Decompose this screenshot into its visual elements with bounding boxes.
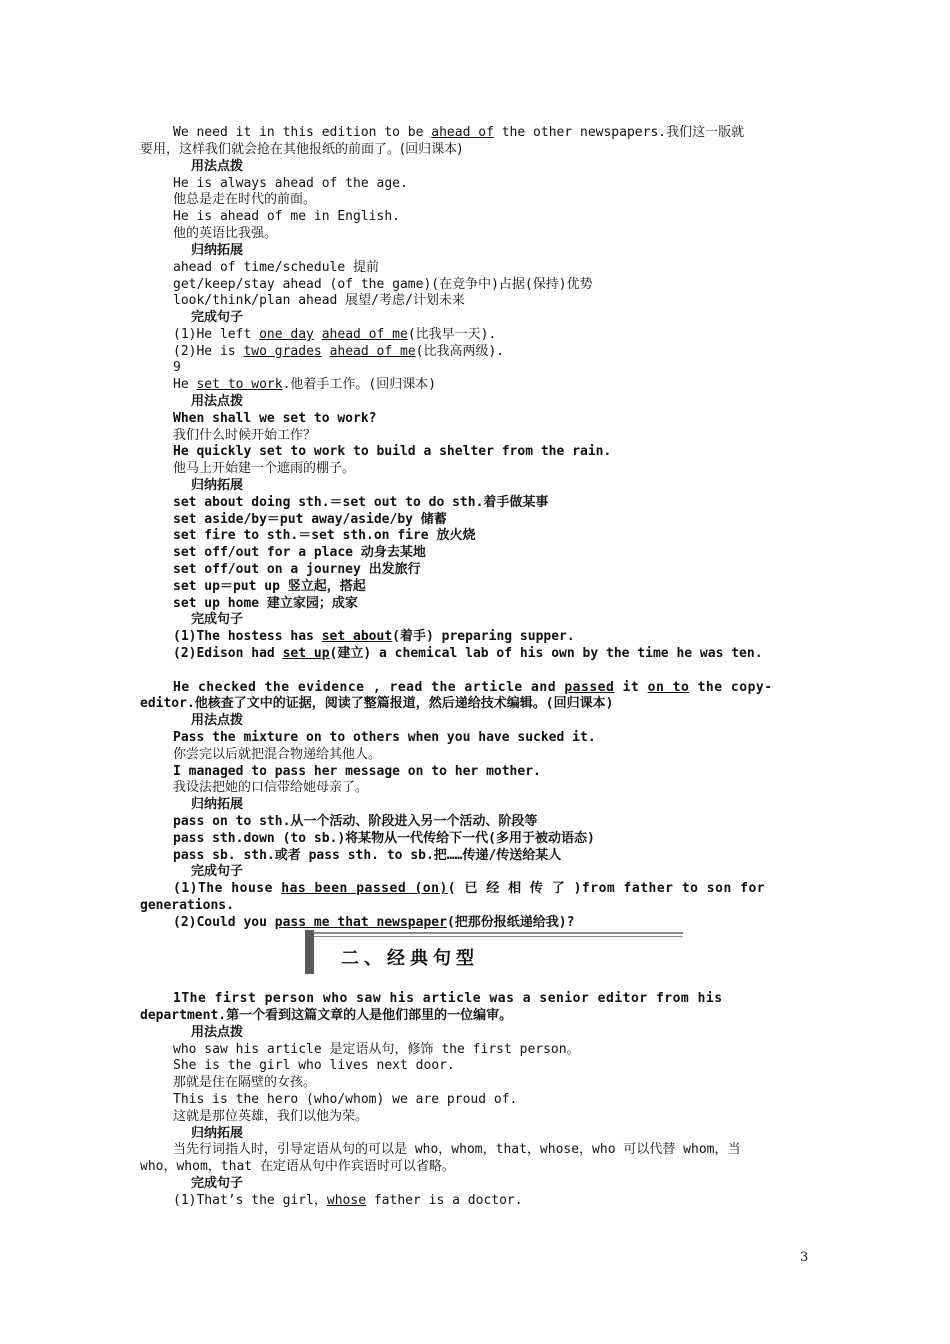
answer-blank: passed — [564, 680, 615, 695]
example-translation: 我们什么时候开始工作？ — [173, 428, 317, 443]
summary-heading: 归纳拓展 — [191, 243, 244, 258]
answer-blank: set to work — [196, 377, 283, 392]
usage-heading: 用法点拨 — [191, 1025, 244, 1040]
phrase-item: set off/out for a place 动身去某地 — [173, 545, 426, 560]
answer-blank: on to — [647, 680, 690, 695]
phrase-item: set aside/by＝put away/aside/by 储蓄 — [173, 512, 447, 527]
example-translation: 他总是走在时代的前面。 — [173, 192, 317, 207]
example-sentence: who saw his article 是定语从句，修饰 the first person。 — [173, 1042, 580, 1057]
example-sentence: I managed to pass her message on to her mother. — [173, 764, 541, 779]
usage-heading: 用法点拨 — [191, 713, 244, 728]
phrase-item: set about doing sth.＝set out to do sth.着手做某事 — [173, 495, 549, 510]
item-number: 9 — [173, 360, 181, 375]
complete-heading: 完成句子 — [191, 864, 244, 879]
text-line: 1The first person who saw his article was a senior editor from his — [173, 991, 723, 1006]
exercise-sentence: (1)He left one day ahead of me(比我早一天). — [173, 327, 497, 342]
answer-blank: ahead of me — [329, 344, 416, 359]
complete-heading: 完成句子 — [191, 612, 244, 627]
page-number: 3 — [800, 1250, 809, 1265]
phrase-item: get/keep/stay ahead (of the game)(在竞争中)占据(保持)优势 — [173, 277, 593, 292]
example-sentence: He is ahead of me in English. — [173, 209, 400, 224]
example-translation: 他马上开始建一个遮雨的棚子。 — [173, 461, 356, 476]
phrase-item: look/think/plan ahead 展望/考虑/计划未来 — [173, 293, 465, 308]
example-sentence: She is the girl who lives next door. — [173, 1058, 455, 1073]
section-header-rule — [314, 936, 683, 937]
answer-blank: two grades — [243, 344, 322, 359]
example-translation: 你尝完以后就把混合物递给其他人。 — [173, 747, 382, 762]
phrase-item: pass sb. sth.或者 pass sth. to sb.把……传递/传送给某人 — [173, 848, 562, 863]
text-line: He set to work.他着手工作。(回归课本) — [173, 377, 437, 392]
usage-heading: 用法点拨 — [191, 394, 244, 409]
complete-heading: 完成句子 — [191, 310, 244, 325]
section-title: 二、经典句型 — [341, 948, 479, 969]
section-header — [305, 930, 683, 974]
exercise-sentence: (1)The house has been passed (on)( 已 经 相 传 了 )from father to son for — [173, 881, 766, 896]
example-sentence: This is the hero (who/whom) we are proud of. — [173, 1092, 518, 1107]
section-header-rule — [314, 932, 683, 934]
section-header-bar — [305, 930, 314, 974]
complete-heading: 完成句子 — [191, 1176, 244, 1191]
example-translation: 他的英语比我强。 — [173, 226, 278, 241]
exercise-sentence: (2)Could you pass me that newspaper(把那份报纸递给我)? — [173, 915, 575, 930]
answer-blank: whose — [326, 1193, 367, 1208]
exercise-sentence: (2)He is two grades ahead of me(比我高两级). — [173, 344, 505, 359]
summary-heading: 归纳拓展 — [191, 797, 244, 812]
text-line: 要用，这样我们就会抢在其他报纸的前面了。(回归课本) — [140, 142, 463, 157]
phrase-item: set up＝put up 竖立起，搭起 — [173, 579, 366, 594]
text-line: We need it in this edition to be ahead of the other newspapers.我们这一版就 — [173, 125, 745, 140]
answer-blank: ahead of me — [321, 327, 408, 342]
answer-blank: pass me that newspaper — [274, 915, 447, 930]
phrase-item: ahead of time/schedule 提前 — [173, 260, 380, 275]
answer-blank: set up — [282, 646, 330, 661]
text-line: He checked the evidence , read the article and passed it on to the copy- — [173, 680, 773, 695]
example-sentence: He quickly set to work to build a shelter from the rain. — [173, 444, 612, 459]
answer-blank: one day — [259, 327, 314, 342]
example-translation: 这就是那位英雄，我们以他为荣。 — [173, 1109, 369, 1124]
text-line: department.第一个看到这篇文章的人是他们部里的一位编审。 — [140, 1008, 513, 1023]
text-line: generations. — [140, 898, 234, 913]
exercise-sentence: (1)That’s the girl，whose father is a doctor. — [173, 1193, 523, 1208]
phrase-item: set off/out on a journey 出发旅行 — [173, 562, 421, 577]
text-line: editor.他核查了文中的证据，阅读了整篇报道，然后递给技术编辑。(回归课本) — [140, 696, 614, 711]
example-translation: 我设法把她的口信带给她母亲了。 — [173, 780, 369, 795]
example-sentence: He is always ahead of the age. — [173, 176, 408, 191]
example-translation: 那就是住在隔壁的女孩。 — [173, 1075, 317, 1090]
phrase-item: pass sth.down (to sb.)将某物从一代传给下一代(多用于被动语态) — [173, 831, 595, 846]
text-line: 当先行词指人时，引导定语从句的可以是 who，whom，that，whose，who 可以代替 whom，当 — [173, 1142, 741, 1157]
example-sentence: Pass the mixture on to others when you have sucked it. — [173, 730, 596, 745]
answer-blank: ahead of — [431, 125, 494, 140]
phrase-item: set up home 建立家园；成家 — [173, 596, 358, 611]
phrase-item: set fire to sth.＝set sth.on fire 放火烧 — [173, 528, 476, 543]
summary-heading: 归纳拓展 — [191, 478, 244, 493]
summary-heading: 归纳拓展 — [191, 1126, 244, 1141]
exercise-sentence: (2)Edison had set up(建立) a chemical lab of his own by the time he was ten. — [173, 646, 763, 661]
phrase-item: pass on to sth.从一个活动、阶段进入另一个活动、阶段等 — [173, 814, 538, 829]
exercise-sentence: (1)The hostess has set about(着手) preparing supper. — [173, 629, 575, 644]
usage-heading: 用法点拨 — [191, 159, 244, 174]
example-sentence: When shall we set to work? — [173, 411, 377, 426]
answer-blank: set about — [321, 629, 393, 644]
text-line: who，whom，that 在定语从句中作宾语时可以省略。 — [140, 1159, 455, 1174]
answer-blank: has been passed (on) — [281, 881, 448, 896]
